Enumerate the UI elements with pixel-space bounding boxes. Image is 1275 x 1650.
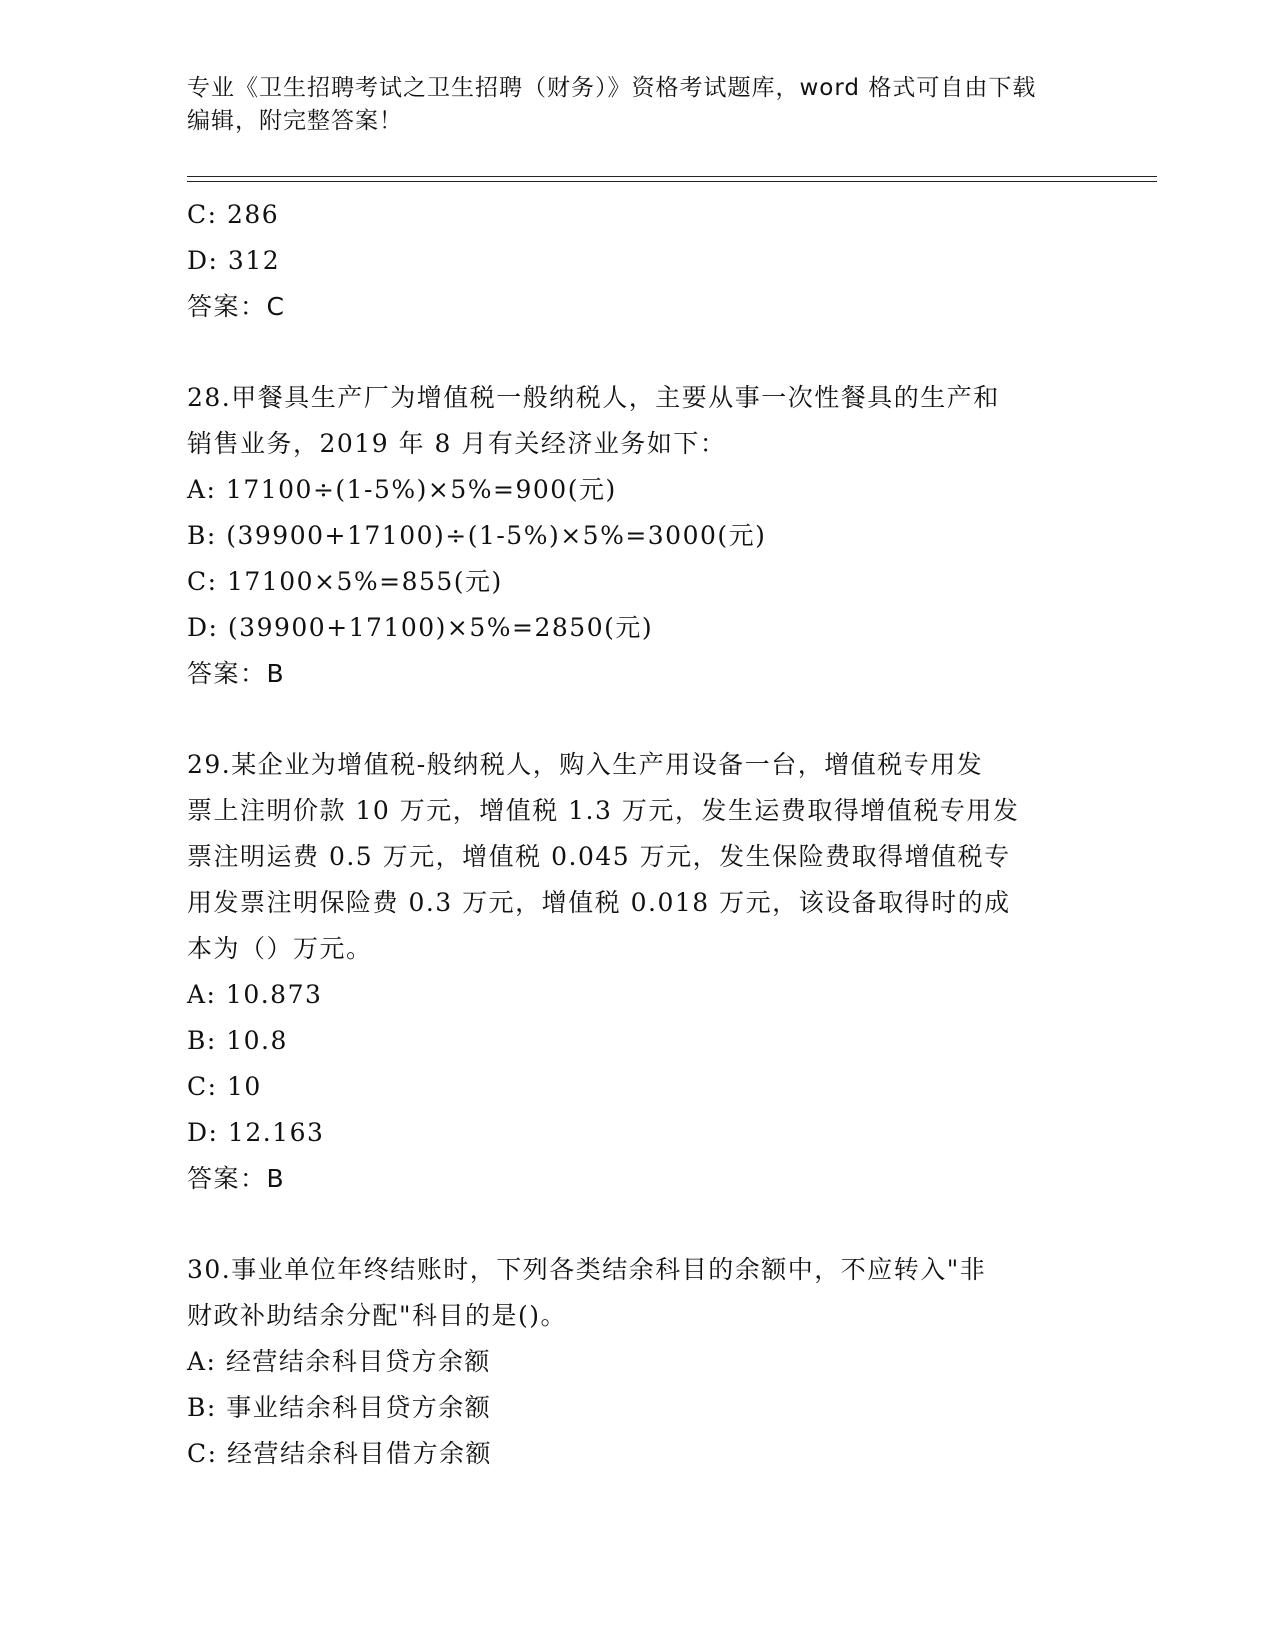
header-rule-top — [187, 176, 1157, 177]
question-29 — [187, 742, 1087, 1202]
option-a: A: 经营结余科目贷方余额 — [187, 1347, 491, 1376]
option-d: D: 12.163 — [187, 1118, 325, 1147]
header-line-1: 专业《卫生招聘考试之卫生招聘（财务）》资格考试题库，word 格式可自由下载 — [187, 75, 1037, 101]
question-stem-line: 29.某企业为增值税-般纳税人，购入生产用设备一台，增值税专用发 — [187, 750, 984, 779]
question-stem-line: 票注明运费 0.5 万元，增值税 0.045 万元，发生保险费取得增值税专 — [187, 842, 1011, 871]
header-rule-bottom — [187, 181, 1157, 182]
question-stem-line: 用发票注明保险费 0.3 万元，增值税 0.018 万元，该设备取得时的成 — [187, 888, 1011, 917]
question-stem-line: 销售业务，2019 年 8 月有关经济业务如下： — [187, 429, 727, 458]
answer: 答案：B — [187, 659, 286, 688]
option-b: B: 10.8 — [187, 1026, 288, 1055]
option-c: C: 17100×5%=855(元) — [187, 567, 503, 596]
option-a: A: 17100÷(1-5%)×5%=900(元) — [187, 475, 617, 504]
page-header — [187, 72, 1067, 138]
answer: 答案：B — [187, 1164, 286, 1193]
question-stem-line: 票上注明价款 10 万元，增值税 1.3 万元，发生运费取得增值税专用发 — [187, 796, 1020, 825]
question-30 — [187, 1247, 1087, 1477]
option-b: B: 事业结余科目贷方余额 — [187, 1393, 492, 1422]
option-c: C: 10 — [187, 1072, 262, 1101]
header-line-2: 编辑，附完整答案！ — [187, 108, 403, 134]
spacer — [187, 1202, 1087, 1247]
question-stem-line: 30.事业单位年终结账时，下列各类结余科目的余额中，不应转入"非 — [187, 1255, 987, 1284]
question-27-tail — [187, 192, 1087, 330]
option-d: D: 312 — [187, 246, 281, 275]
spacer — [187, 697, 1087, 742]
question-28 — [187, 375, 1087, 697]
question-stem-line: 本为（）万元。 — [187, 934, 373, 963]
question-stem-line: 28.甲餐具生产厂为增值税一般纳税人，主要从事一次性餐具的生产和 — [187, 383, 1000, 412]
option-b: B: (39900+17100)÷(1-5%)×5%=3000(元) — [187, 521, 767, 550]
spacer — [187, 330, 1087, 375]
option-c: C: 286 — [187, 200, 280, 229]
option-a: A: 10.873 — [187, 980, 323, 1009]
answer: 答案：C — [187, 292, 286, 321]
question-list — [187, 192, 1087, 1477]
question-stem-line: 财政补助结余分配"科目的是()。 — [187, 1301, 568, 1330]
option-c: C: 经营结余科目借方余额 — [187, 1439, 492, 1468]
option-d: D: (39900+17100)×5%=2850(元) — [187, 613, 654, 642]
